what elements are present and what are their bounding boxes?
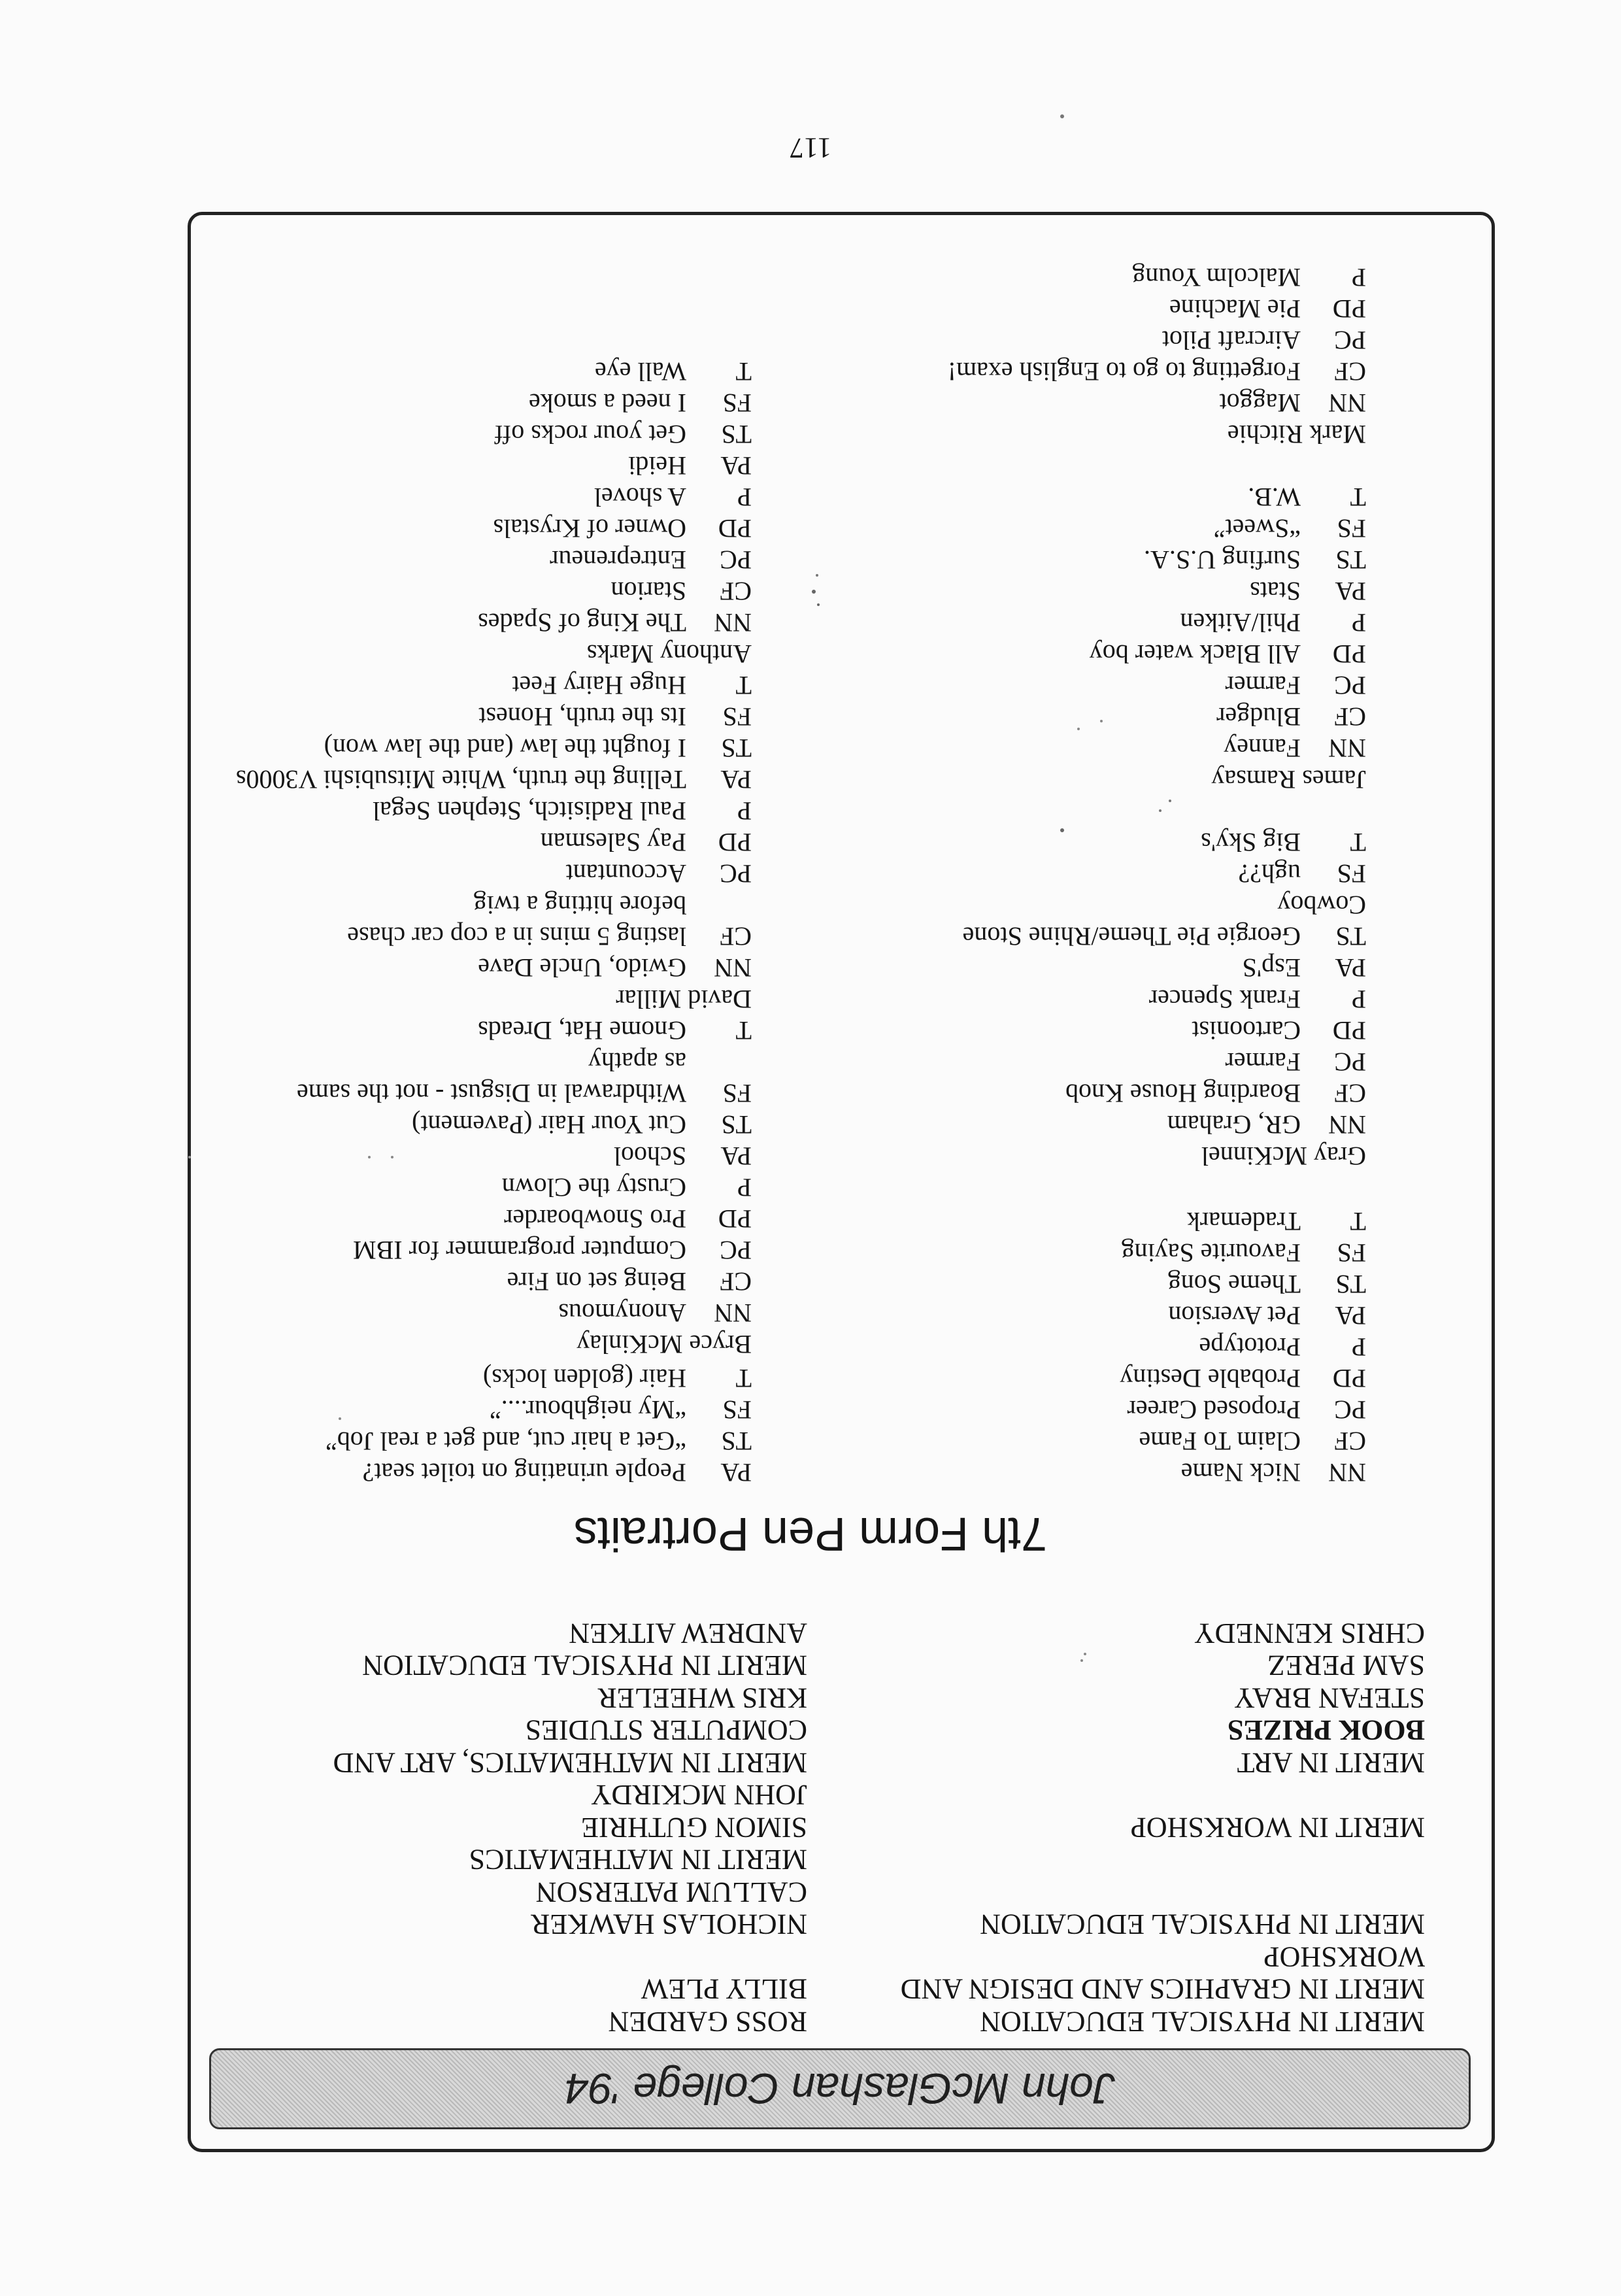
student-name: Gray McKinnel — [1201, 1141, 1366, 1171]
row-code: PC — [1334, 1047, 1366, 1077]
row-text: before hitting a twig — [473, 890, 686, 920]
row-code: PA — [1335, 1301, 1366, 1330]
row-text: Farmer — [1225, 671, 1301, 700]
row-text: Theme Song — [1167, 1270, 1301, 1299]
student-name: Anthony Marks — [586, 639, 752, 669]
row-text: The King of Spades — [478, 608, 686, 637]
prize-line: BILLY PLEW — [641, 1973, 807, 2006]
row-code: P — [1351, 985, 1366, 1014]
row-text: W.B. — [1248, 482, 1301, 512]
row-text: I fought the law (and the law won) — [324, 734, 686, 763]
row-text: Get your rocks off — [494, 420, 686, 449]
row-code: PC — [1334, 671, 1366, 700]
row-code: P — [1351, 263, 1366, 292]
row-text: Pro Snowboarder — [504, 1204, 686, 1234]
row-code: PC — [1334, 326, 1366, 355]
row-text: Aircraft Pilot — [1161, 326, 1301, 355]
row-text: A shovel — [593, 482, 686, 512]
row-text: School — [613, 1141, 686, 1171]
row-code: P — [737, 1173, 752, 1202]
row-text: Georgie Pie Theme/Rhine Stone — [962, 922, 1301, 951]
row-code: T — [735, 357, 752, 386]
row-code: TS — [721, 734, 752, 763]
row-text: Telling the truth, White Mitsubishi V3000s — [235, 765, 686, 794]
row-text: Bludger — [1216, 702, 1301, 732]
row-code: T — [735, 671, 752, 700]
row-text: Nick Name — [1180, 1458, 1301, 1487]
section-title: 7th Form Pen Portraits — [573, 1508, 1048, 1560]
prize-line: MERIT IN PHYSICAL EDUCATION — [980, 2006, 1425, 2038]
row-code: PD — [1332, 1364, 1366, 1393]
row-code: FS — [722, 388, 752, 418]
row-code: PD — [1332, 294, 1366, 324]
row-code: T — [735, 1364, 752, 1393]
row-text: Malcolm Young — [1132, 263, 1301, 292]
row-code: FS — [722, 702, 752, 732]
row-text: Favourite Saying — [1121, 1238, 1301, 1268]
row-text: Frank Spencer — [1148, 985, 1301, 1014]
row-code: NN — [1328, 1458, 1366, 1487]
prize-line: JOHN MCKIRDY — [590, 1779, 807, 1812]
prize-line: SAM PEREZ — [1267, 1649, 1425, 1682]
row-text: “Get a hair cut, and get a real Job” — [326, 1427, 686, 1456]
page-number: 117 — [789, 132, 832, 164]
row-text: Prototype — [1199, 1332, 1301, 1362]
row-text: Withdrawal in Disgust - not the same — [296, 1079, 686, 1108]
row-text: Gwido, Uncle Dave — [478, 953, 686, 983]
row-code: PD — [718, 1204, 752, 1234]
row-text: Phil/Aitken — [1180, 608, 1301, 637]
row-code: PA — [720, 765, 752, 794]
row-text: Esp'S — [1242, 953, 1301, 983]
row-text: Owner of Krystals — [493, 514, 686, 543]
row-text: Stats — [1250, 577, 1301, 606]
row-text: Wall eye — [594, 357, 686, 386]
row-code: NN — [1328, 734, 1366, 763]
row-text: Pie Machine — [1169, 294, 1301, 324]
row-code: NN — [714, 608, 752, 637]
row-code: CF — [720, 577, 752, 606]
prize-line: COMPUTER STUDIES — [525, 1714, 807, 1747]
row-code: FS — [722, 1079, 752, 1108]
row-text: People urinating on toilet seat? — [362, 1458, 686, 1487]
row-text: Being set on Fire — [507, 1267, 686, 1296]
row-text: Entrepreneur — [550, 545, 686, 575]
row-code: T — [735, 1016, 752, 1045]
row-code: PC — [720, 545, 752, 575]
row-code: NN — [1328, 1110, 1366, 1140]
row-code: P — [1351, 608, 1366, 637]
row-text: I need a smoke — [528, 388, 686, 418]
prize-line: STEFAN BRAY — [1233, 1682, 1425, 1714]
prize-line: KRIS WHEELER — [597, 1682, 807, 1714]
row-text: Maggot — [1219, 388, 1301, 418]
row-code: PA — [720, 1141, 752, 1171]
row-text: Cut Your Hair (Pavement) — [412, 1110, 686, 1140]
row-code: CF — [1334, 702, 1366, 732]
prize-line: MERIT IN GRAPHICS AND DESIGN AND — [900, 1973, 1425, 2006]
row-text: Boarding House Knob — [1065, 1079, 1301, 1108]
prize-line: CHRIS KENNEDY — [1194, 1617, 1425, 1649]
prize-line: MERIT IN MATHEMATICS — [469, 1844, 807, 1876]
row-code: PA — [1335, 953, 1366, 983]
prize-line: MERIT IN ART — [1237, 1747, 1425, 1779]
prize-heading: BOOK PRIZES — [1228, 1714, 1425, 1747]
row-text: Pay Salesman — [540, 828, 686, 857]
row-text: ugh?? — [1238, 859, 1301, 888]
row-text: Gnome Hat, Dreads — [478, 1016, 686, 1045]
row-text: Paul Radisitch, Stephen Segal — [373, 796, 686, 826]
row-code: FS — [1337, 1238, 1366, 1268]
row-text: “My neighbour....” — [489, 1395, 686, 1425]
row-text: Fanney — [1224, 734, 1301, 763]
row-text: Forgetting to go to English exam! — [947, 357, 1301, 386]
row-code: FS — [1337, 514, 1366, 543]
row-text: Big Sky's — [1201, 828, 1301, 857]
row-text: “Sweet” — [1213, 514, 1301, 543]
row-code: CF — [720, 1267, 752, 1296]
row-code: PC — [720, 859, 752, 888]
row-text: Starion — [610, 577, 686, 606]
row-text: GR, Graham — [1167, 1110, 1301, 1140]
row-code: P — [737, 796, 752, 826]
row-text: All Black water boy — [1089, 639, 1301, 669]
row-code: NN — [1328, 388, 1366, 418]
row-code: T — [1350, 482, 1366, 512]
prize-line: WORKSHOP — [1263, 1941, 1425, 1973]
row-code: PD — [1332, 639, 1366, 669]
row-code: FS — [1337, 859, 1366, 888]
row-code: T — [1350, 828, 1366, 857]
row-code: TS — [1335, 545, 1366, 575]
row-code: CF — [720, 922, 752, 951]
student-name: David Millar — [616, 985, 752, 1014]
row-code: PD — [718, 514, 752, 543]
row-code: TS — [721, 420, 752, 449]
row-text: Accountant — [565, 859, 686, 888]
row-text: lasting 5 mins in a cop car chase — [347, 922, 686, 951]
banner-title: John McGlashan College '94 — [565, 2065, 1115, 2113]
row-text: Heidi — [628, 451, 686, 481]
row-text: Huge Hairy Feet — [512, 671, 686, 700]
row-text: Crusty the Clown — [501, 1173, 686, 1202]
student-name: James Ramsay — [1211, 765, 1366, 794]
row-text: Hair (golden locks) — [482, 1364, 686, 1393]
prize-line: SIMON GUTHRIE — [581, 1812, 807, 1844]
row-code: TS — [721, 1427, 752, 1456]
row-code: TS — [721, 1110, 752, 1140]
prize-line: CALLUM PATERSON — [535, 1876, 807, 1908]
row-text: Its the truth, Honest — [478, 702, 686, 732]
row-code: PC — [720, 1236, 752, 1265]
row-text: Proposed Career — [1127, 1395, 1301, 1425]
prize-line: MERIT IN PHYSICAL EDUCATION — [362, 1649, 807, 1682]
row-code: P — [737, 482, 752, 512]
prize-line: NICHOLAS HAWKER — [530, 1908, 807, 1941]
row-code: PA — [1335, 577, 1366, 606]
student-name: Mark Ritchie — [1227, 420, 1366, 449]
row-code: PA — [720, 451, 752, 481]
row-text: Pet Aversion — [1168, 1301, 1301, 1330]
prize-line: ANDREW AITKEN — [569, 1617, 807, 1649]
row-code: CF — [1334, 1079, 1366, 1108]
row-code: NN — [714, 953, 752, 983]
prize-line: MERIT IN PHYSICAL EDUCATION — [980, 1908, 1425, 1941]
row-code: PD — [718, 828, 752, 857]
row-code: PA — [720, 1458, 752, 1487]
row-text: Claim To Fame — [1139, 1427, 1301, 1456]
row-code: PD — [1332, 1016, 1366, 1045]
row-text: Anonymous — [558, 1298, 686, 1328]
row-code: CF — [1334, 1427, 1366, 1456]
row-code: FS — [722, 1395, 752, 1425]
row-text: Cartoonist — [1192, 1016, 1301, 1045]
prize-line: MERIT IN MATHEMATICS, ART AND — [333, 1747, 807, 1779]
row-text: Farmer — [1225, 1047, 1301, 1077]
row-code: CF — [1334, 357, 1366, 386]
row-text: Surfing U.S.A. — [1143, 545, 1301, 575]
row-code: TS — [1335, 922, 1366, 951]
student-name: Cowboy — [1277, 890, 1366, 920]
row-text: Computer programmer for IBM — [353, 1236, 686, 1265]
prize-line: MERIT IN WORKSHOP — [1130, 1812, 1425, 1844]
row-code: TS — [1335, 1270, 1366, 1299]
row-code: PC — [1334, 1395, 1366, 1425]
prize-line: ROSS GARDEN — [608, 2006, 807, 2038]
student-name: Bryce McKinlay — [577, 1330, 752, 1359]
row-text: Trademark — [1186, 1207, 1301, 1236]
row-text: as apathy — [588, 1047, 686, 1077]
row-code: P — [1351, 1332, 1366, 1362]
row-code: T — [1350, 1207, 1366, 1236]
row-code: NN — [714, 1298, 752, 1328]
row-text: Probable Destiny — [1120, 1364, 1301, 1393]
